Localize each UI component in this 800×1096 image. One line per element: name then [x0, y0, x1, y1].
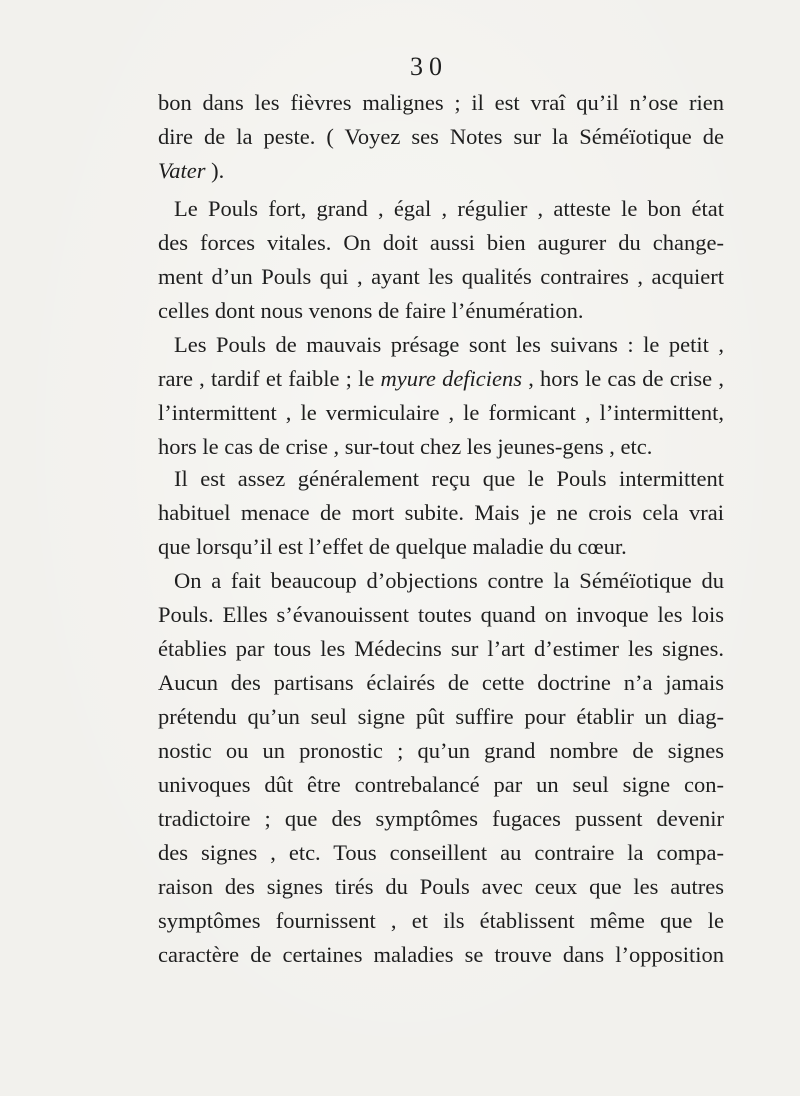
text-line: bon dans les fièvres malignes ; il est vraî qu’il n’ose rien [158, 90, 724, 115]
text-line: que lorsqu’il est l’effet de quelque maladie du cœur. [158, 534, 627, 559]
text-line: celles dont nous venons de faire l’énumération. [158, 298, 584, 323]
text-line: univoques dût être contrebalancé par un seul signe con- [158, 772, 724, 797]
text-line: Il est assez généralement reçu que le Pouls intermittent [174, 466, 724, 491]
text-line: nostic ou un pronostic ; qu’un grand nombre de signes [158, 738, 724, 763]
text-line: des signes , etc. Tous conseillent au contraire la compa- [158, 840, 724, 865]
text-line: Les Pouls de mauvais présage sont les suivans : le petit , [174, 332, 724, 357]
text-line: habituel menace de mort subite. Mais je ne crois cela vrai [158, 500, 724, 525]
page-number: 30 [410, 52, 448, 81]
text-line: rare , tardif et faible ; le myure deficiens , hors le cas de crise , [158, 366, 724, 391]
text-line: hors le cas de crise , sur-tout chez les jeunes-gens , etc. [158, 434, 653, 459]
text-line: raison des signes tirés du Pouls avec ceux que les autres [158, 874, 724, 899]
text-line: On a fait beaucoup d’objections contre la Séméïotique du [174, 568, 724, 593]
author-name: Vater [158, 158, 206, 183]
latin-term: myure deficiens [380, 366, 523, 391]
paragraph-4 [158, 462, 724, 564]
text-line: Vater ). [158, 158, 225, 183]
text-line: ment d’un Pouls qui , ayant les qualités contraires , acquiert [158, 264, 724, 289]
text-line: l’intermittent , le vermiculaire , le formicant , l’intermittent, [158, 400, 724, 425]
text-line: symptômes fournissent , et ils établissent même que le [158, 908, 724, 933]
paragraph-3 [158, 328, 724, 464]
paragraph-5 [158, 564, 724, 972]
text-line: Le Pouls fort, grand , égal , régulier , atteste le bon état [174, 196, 724, 221]
paragraph-2 [158, 192, 724, 328]
text-line: prétendu qu’un seul signe pût suffire pour établir un diag- [158, 704, 724, 729]
text-line: Aucun des partisans éclairés de cette doctrine n’a jamais [158, 670, 724, 695]
text-line: des forces vitales. On doit aussi bien augurer du change- [158, 230, 724, 255]
text-line: établies par tous les Médecins sur l’art d’estimer les signes. [158, 636, 724, 661]
text-line: dire de la peste. ( Voyez ses Notes sur la Séméïotique de [158, 124, 724, 149]
text-line: caractère de certaines maladies se trouve dans l’opposition [158, 942, 724, 967]
text-line: Pouls. Elles s’évanouissent toutes quand on invoque les lois [158, 602, 724, 627]
paragraph-1 [158, 86, 724, 188]
text-line: tradictoire ; que des symptômes fugaces pussent devenir [158, 806, 724, 831]
